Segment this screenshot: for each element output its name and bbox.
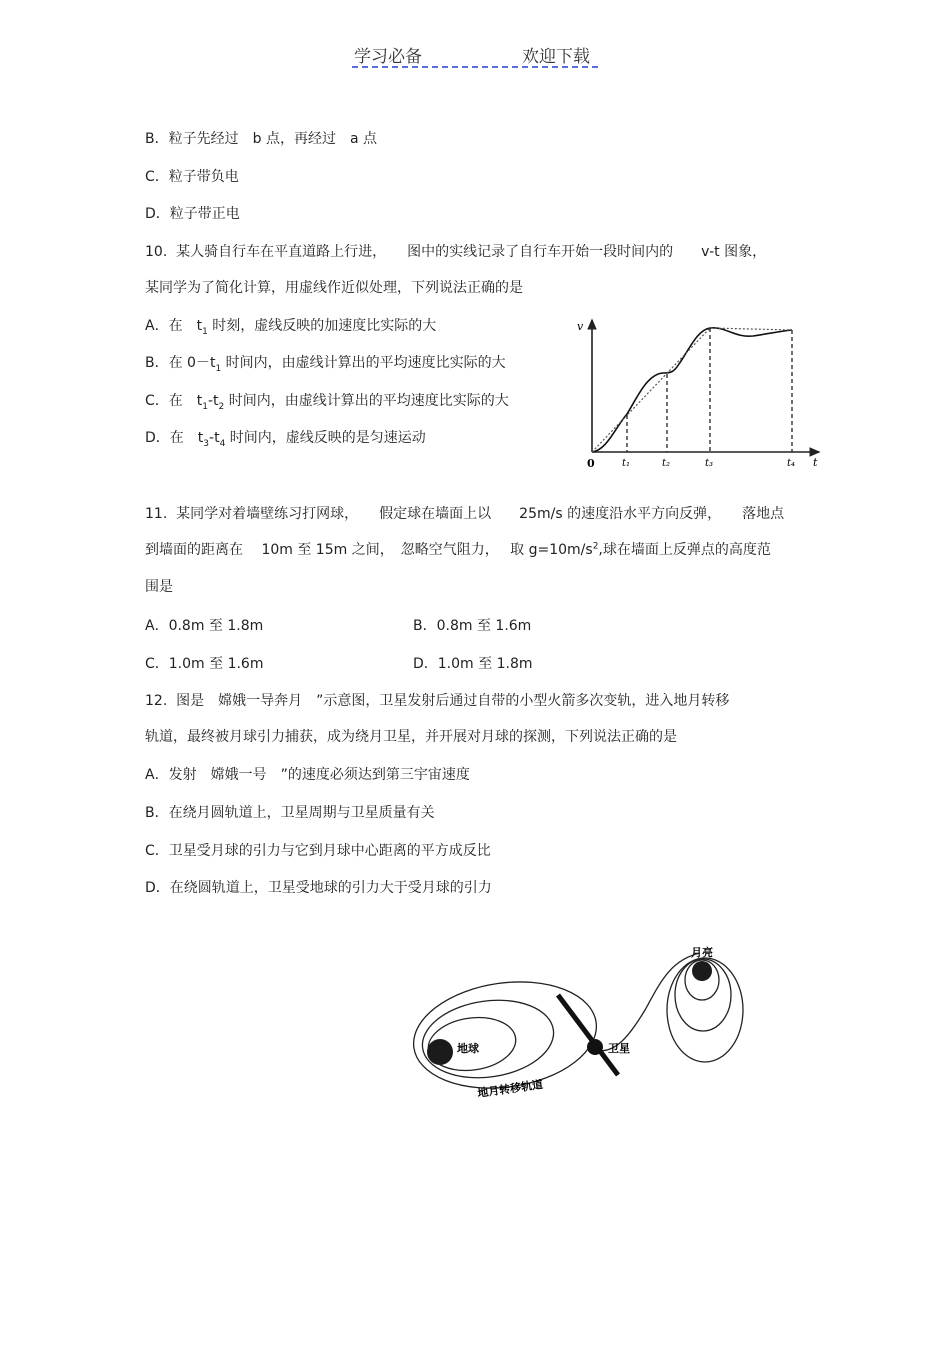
approx-dashed-line	[592, 328, 792, 452]
moon-label: 月亮	[691, 946, 713, 959]
moon	[692, 961, 712, 981]
q11-option-b: B．0.8m 至 1.6m	[413, 618, 532, 634]
header-left: 学习必备	[354, 47, 422, 67]
tick-t4: t₄	[787, 458, 796, 469]
t-axis-label: t	[813, 456, 818, 469]
vt-graph	[575, 312, 825, 472]
q12-stem-line2: 轨道，最终被月球引力捕获，成为绕月卫星，并开展对月球的探测，下列说法正确的是	[145, 729, 677, 745]
q12-option-a: A．发射 嫦娥一号 ”的速度必须达到第三宇宙速度	[145, 767, 470, 783]
q9-option-b: B．粒子先经过 b 点，再经过 a 点	[145, 131, 377, 147]
tick-t3: t₃	[705, 458, 714, 469]
header-right: 欢迎下载	[522, 47, 590, 67]
orbit-figure	[410, 935, 750, 1110]
tick-t1: t₁	[622, 458, 631, 469]
q10-stem-line2: 某同学为了简化计算，用虚线作近似处理，下列说法正确的是	[145, 280, 523, 296]
origin-label: 0	[587, 457, 595, 470]
satellite-label: 卫星	[608, 1042, 630, 1055]
earth	[427, 1039, 453, 1065]
q9-option-c: C．粒子带负电	[145, 169, 239, 185]
q12-option-b: B．在绕月圆轨道上，卫星周期与卫星质量有关	[145, 805, 435, 821]
q11-option-c: C．1.0m 至 1.6m	[145, 656, 264, 672]
earth-orbit-outer	[410, 971, 603, 1100]
q11-stem-line1: 11. 某同学对着墙壁练习打网球， 假定球在墙面上以 25m/s 的速度沿水平方向反弹， 落地点	[145, 506, 785, 522]
q9-option-d: D．粒子带正电	[145, 206, 240, 222]
satellite-panel	[558, 995, 618, 1075]
page-header	[352, 40, 598, 68]
q10-option-b: B．在 $0-t_1$ 时间内，由虚线计算出的平均速度比实际的大	[145, 355, 506, 374]
q11-option-a: A．0.8m 至 1.8m	[145, 618, 264, 634]
q11-stem-line2: 到墙面的距离在 10m 至 15m 之间， 忽略空气阻力， 取 $g=10m/s^2$,球在墙面上反弹点的高度范	[145, 541, 771, 558]
q10-option-d: D．在 $t_3-t_4$ 时间内，虚线反映的是匀速运动	[145, 430, 426, 449]
transfer-orbit-label: 地月转移轨道	[476, 1077, 544, 1100]
q11-stem-line3: 围是	[145, 579, 173, 595]
satellite	[587, 1039, 603, 1055]
q12-option-d: D．在绕圆轨道上，卫星受地球的引力大于受月球的引力	[145, 880, 492, 896]
q10-option-c: C．在 $t_1-t_2$ 时间内，由虚线计算出的平均速度比实际的大	[145, 393, 509, 412]
q10-option-a: A．在 $t_1$ 时刻，虚线反映的加速度比实际的大	[145, 318, 437, 337]
earth-orbit-middle	[417, 992, 558, 1086]
tick-t2: t₂	[662, 458, 671, 469]
earth-label: 地球	[457, 1042, 479, 1055]
q12-option-c: C．卫星受月球的引力与它到月球中心距离的平方成反比	[145, 843, 491, 859]
q11-option-d: D．1.0m 至 1.8m	[413, 656, 533, 672]
v-axis-label: v	[577, 320, 584, 333]
q12-stem-line1: 12. 图是 嫦娥一导奔月 ”示意图，卫星发射后通过自带的小型火箭多次变轨，进入地月转移	[145, 693, 730, 709]
q10-stem-line1: 10. 某人骑自行车在平直道路上行进， 图中的实线记录了自行车开始一段时间内的 v-t 图象，	[145, 244, 767, 260]
